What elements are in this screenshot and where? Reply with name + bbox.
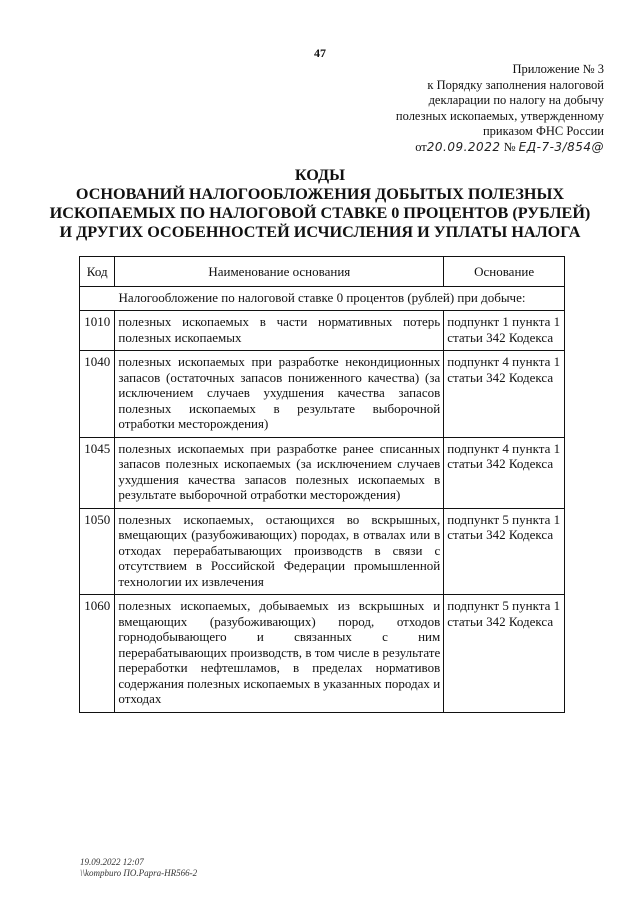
row-code: 1010 (80, 311, 115, 351)
order-date-number-line (344, 140, 604, 156)
row-code: 1060 (80, 595, 115, 713)
table-row (80, 351, 565, 438)
section-heading: Налогообложение по налоговой ставке 0 процентов (рублей) при добыче: (80, 286, 565, 311)
header-basis: Основание (444, 257, 565, 287)
table-row (80, 508, 565, 595)
table-row (80, 595, 565, 713)
table-header-row (80, 257, 565, 287)
appendix-line: полезных ископаемых, утвержденному (395, 108, 604, 123)
appendix-line: приказом ФНС России (482, 124, 604, 138)
footer-file-path: \\kompburo ПО.Рapra-HR566-2 (80, 868, 198, 878)
page-number: 47 (314, 46, 326, 60)
title-line: КОДЫ (294, 166, 346, 184)
title-line: ОСНОВАНИЙ НАЛОГООБЛОЖЕНИЯ ДОБЫТЫХ ПОЛЕЗНЫХ (75, 185, 565, 203)
section-row (80, 286, 565, 311)
footer-timestamp: 19.09.2022 12:07 (80, 857, 144, 867)
footer-stamp (80, 857, 197, 879)
row-basis: подпункт 1 пункта 1 статьи 342 Кодекса (444, 311, 565, 351)
handwritten-order-number: ЕД-7-3/854@ (518, 139, 604, 154)
row-basis: подпункт 5 пункта 1 статьи 342 Кодекса (444, 595, 565, 713)
row-basis: подпункт 4 пункта 1 статьи 342 Кодекса (444, 437, 565, 508)
header-name: Наименование основания (115, 257, 444, 287)
table-row (80, 437, 565, 508)
row-code: 1050 (80, 508, 115, 595)
appendix-line: Приложение № 3 (512, 62, 604, 76)
title-line: И ДРУГИХ ОСОБЕННОСТЕЙ ИСЧИСЛЕНИЯ И УПЛАТЫ НАЛОГА (59, 223, 581, 241)
row-basis: подпункт 5 пункта 1 статьи 342 Кодекса (444, 508, 565, 595)
document-title (40, 166, 600, 242)
row-name: полезных ископаемых, добываемых из вскрышных и вмещающих (разубоживающих) пород, отходов горнодобывающего и связанных с ним перерабатывающих производств, в том числе в результате переработки нефтешламов, в пределах нормативов содержания полезных ископаемых в указанных породах и отходах (115, 595, 444, 713)
handwritten-date: 20.09.2022 (426, 139, 501, 154)
number-prefix: № (503, 139, 516, 154)
table-row (80, 311, 565, 351)
row-code: 1040 (80, 351, 115, 438)
row-name: полезных ископаемых при разработке некондиционных запасов (остаточных запасов пониженного качества) (за исключением случаев ухудшения качества запасов полезных ископаемых в результате выборочной отработки месторождения) (115, 351, 444, 438)
date-prefix: от (415, 139, 427, 154)
row-name: полезных ископаемых в части нормативных потерь полезных ископаемых (115, 311, 444, 351)
row-basis: подпункт 4 пункта 1 статьи 342 Кодекса (444, 351, 565, 438)
row-name: полезных ископаемых при разработке ранее списанных запасов полезных ископаемых (за исключением случаев ухудшения качества запасов полезных ископаемых в результате выборочной отработки месторождения) (115, 437, 444, 508)
row-code: 1045 (80, 437, 115, 508)
header-code: Код (80, 257, 115, 287)
appendix-line: к Порядку заполнения налоговой (427, 77, 604, 92)
title-line: ИСКОПАЕМЫХ ПО НАЛОГОВОЙ СТАВКЕ 0 ПРОЦЕНТОВ (РУБЛЕЙ) (49, 204, 591, 222)
appendix-line: декларации по налогу на добычу (428, 93, 604, 107)
appendix-block (344, 62, 604, 155)
codes-table (79, 256, 565, 713)
row-name: полезных ископаемых, остающихся во вскрышных, вмещающих (разубоживающих) породах, в отвалах или в отходах перерабатывающих производств в связи с отсутствием в Российской Федерации промышленной технологии их извлечения (115, 508, 444, 595)
